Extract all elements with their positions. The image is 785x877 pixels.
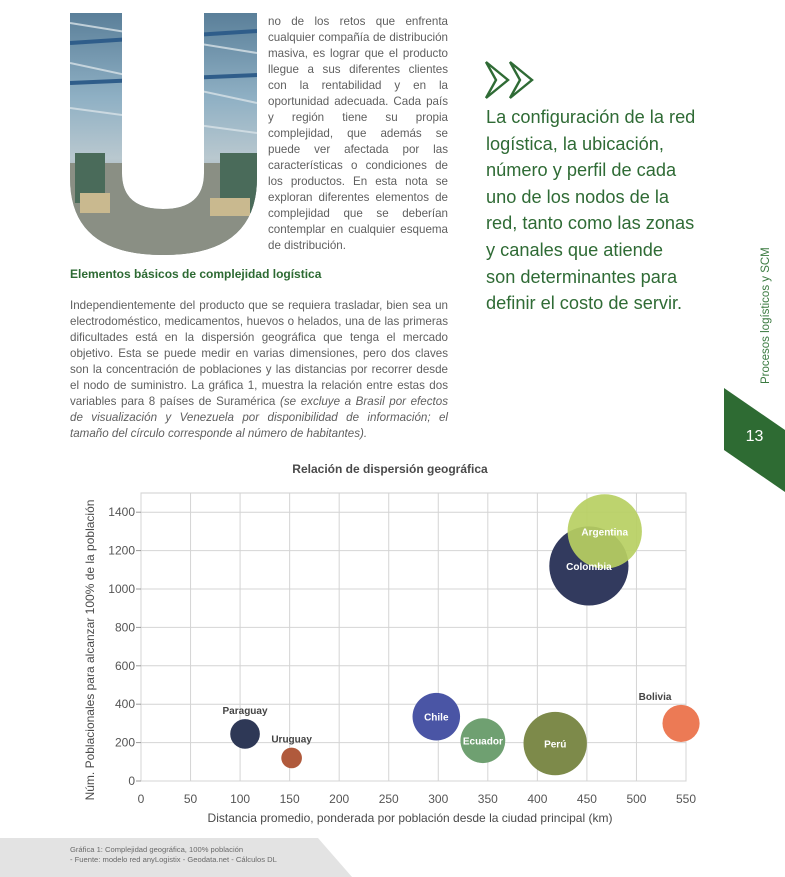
bubble-bolivia	[662, 705, 699, 742]
x-tick-label: 500	[626, 792, 647, 806]
section-side-label: Procesos logísticos y SCM	[760, 247, 772, 384]
body-note: (se excluye a Brasil por efectos de visualización y Venezuela por disponibilidad de información; el tamaño del círculo corresponde al número de habitantes).	[70, 395, 448, 440]
pull-quote: La configuración de la red logística, la ubicación, número y perfil de cada uno de los nodos de la red, tanto como las zonas y canales que atiende son determinantes para definir el costo de servir.	[486, 107, 696, 314]
x-tick-label: 300	[428, 792, 449, 806]
y-tick-label: 800	[114, 620, 135, 635]
y-tick-label: 0	[128, 774, 135, 788]
body-main-text: Independientemente del producto que se requiera trasladar, bien sea un electrodoméstico, medicamentos, huevos o helados, una de las primeras dificultades está en la dispersión geográfica que tenga el mercado objetivo. Esta se puede medir en varias dimensiones, pero dos claves son la concentración de poblaciones y las distancias por recorrer desde el nodo de suministro. La gráfica 1, muestra la relación entre estas dos variables para 8 países de Suramérica	[70, 299, 448, 408]
caption-line-1: Gráfica 1: Complejidad geográfica, 100% población	[70, 845, 244, 854]
page-number: 13	[745, 428, 764, 445]
data-label-colombia: Colombia	[566, 561, 612, 573]
chart-title: Relación de dispersión geográfica	[292, 462, 488, 476]
y-tick-label: 600	[114, 658, 135, 673]
x-tick-label: 550	[675, 792, 697, 806]
drop-cap-warehouse-photo	[70, 13, 257, 255]
y-tick-label: 1000	[108, 582, 135, 596]
x-tick-label: 0	[137, 792, 145, 806]
section-title: Elementos básicos de complejidad logística	[70, 267, 322, 281]
x-tick-label: 400	[527, 792, 548, 806]
bubble-uruguay	[281, 748, 302, 769]
x-tick-label: 350	[477, 792, 498, 806]
y-axis-label: Núm. Poblacionales para alcanzar 100% de la población	[83, 499, 97, 801]
double-chevron-icon	[484, 60, 548, 100]
x-tick-label: 50	[183, 792, 198, 806]
data-label-chile: Chile	[424, 712, 449, 724]
bubble-chart	[0, 478, 785, 833]
chart-caption	[70, 845, 277, 864]
caption-line-2: - Fuente: modelo red anyLogistix - Geodata.net - Cálculos DL	[70, 854, 277, 864]
data-label-bolivia: Bolivia	[638, 691, 672, 703]
y-tick-label: 1400	[108, 505, 135, 520]
body-paragraph	[70, 298, 448, 442]
bubble-paraguay	[230, 719, 260, 749]
y-tick-label: 1200	[108, 543, 135, 558]
x-tick-label: 150	[279, 792, 300, 806]
x-axis-label: Distancia promedio, ponderada por población desde la ciudad principal (km)	[207, 811, 613, 825]
chart-bubbles	[230, 494, 699, 775]
data-label-perú: Perú	[544, 739, 567, 751]
y-tick-label: 200	[114, 735, 135, 750]
intro-paragraph: no de los retos que enfrenta cualquier compañía de distribución masiva, es lograr que el producto llegue a sus diferentes clientes con la rentabilidad y en la oportunidad adecuada. Cada país y región tiene su propia complejidad, que además se puede ver afectada por las características o condiciones de los productos. En esta nota se exploran diferentes elementos de complejidad que se deberían contemplar en cualquier esquema de distribución.	[268, 15, 448, 252]
data-label-ecuador: Ecuador	[462, 736, 503, 748]
x-tick-label: 200	[329, 792, 350, 806]
y-tick-label: 400	[114, 697, 135, 712]
data-label-argentina: Argentina	[581, 527, 629, 539]
x-tick-label: 450	[576, 792, 597, 806]
data-label-paraguay: Paraguay	[222, 706, 268, 718]
x-tick-label: 250	[378, 792, 399, 806]
x-tick-label: 100	[230, 792, 251, 806]
data-label-uruguay: Uruguay	[271, 734, 312, 746]
